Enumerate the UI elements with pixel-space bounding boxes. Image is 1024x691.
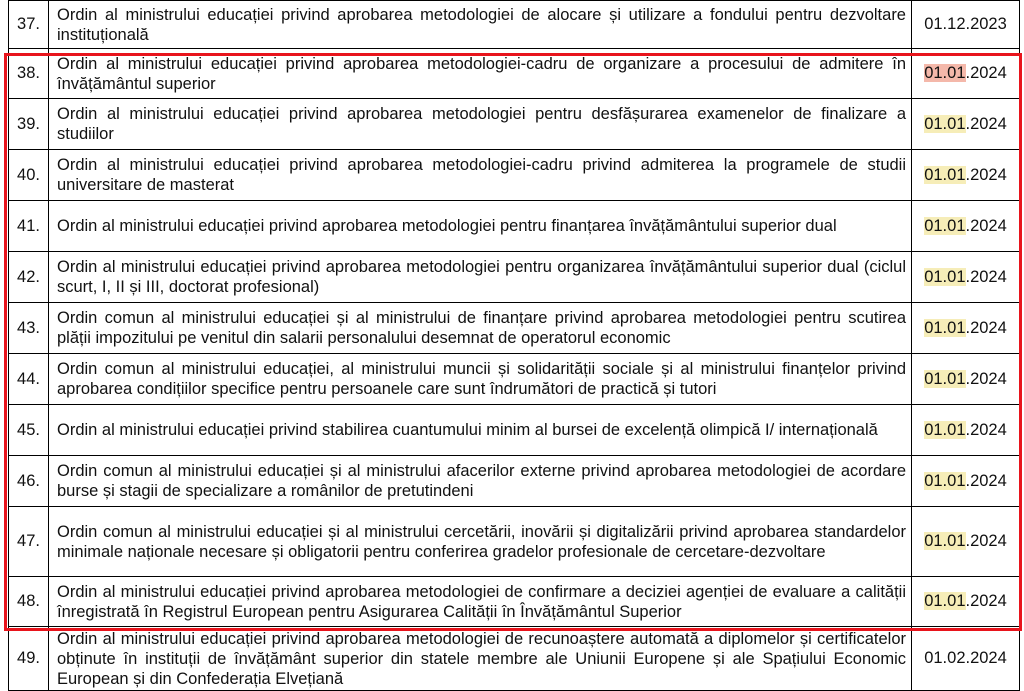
- date-year: .2024: [965, 165, 1007, 184]
- row-date: [912, 99, 1020, 150]
- row-number: 45.: [9, 405, 49, 456]
- row-number: 41.: [9, 201, 49, 252]
- row-title: Ordin al ministrului educației privind aprobarea metodologiei de confirmare a deciziei agenției de evaluare a calității înregistrată în Registrul European pentru Asigurarea Calității în Învățământul Superior: [49, 577, 912, 627]
- row-title: Ordin al ministrului educației privind aprobarea metodologiei de recunoaștere automată a diplomelor și certificatelor obținute în instituții de învățământ superior din statele membre ale Uniunii Europene și ale Spațiului Economic European și din Confederația Elvețiană: [49, 627, 912, 691]
- row-date: [912, 577, 1020, 627]
- table-row: [9, 627, 1020, 691]
- row-date: [912, 456, 1020, 507]
- row-number: 38.: [9, 49, 49, 99]
- row-date: [912, 49, 1020, 99]
- date-highlight: 01.01: [924, 64, 966, 82]
- table-row: [9, 49, 1020, 99]
- table-row: [9, 354, 1020, 405]
- row-title: Ordin comun al ministrului educației și al ministrului afacerilor externe privind aprobarea metodologiei de acordare burse și stagii de specializare a românilor de pretutindeni: [49, 456, 912, 507]
- orders-table: [8, 0, 1020, 691]
- table-row: [9, 1, 1020, 49]
- table-row: [9, 252, 1020, 303]
- date-value: 01.12.2023: [924, 15, 1007, 33]
- date-highlight: 01.01: [924, 318, 966, 337]
- row-number: 47.: [9, 507, 49, 577]
- row-date: [912, 201, 1020, 252]
- date-year: .2024: [965, 592, 1007, 610]
- row-title: Ordin al ministrului educației privind aprobarea metodologiei pentru finanțarea învățământului superior dual: [49, 201, 912, 252]
- table-row: [9, 577, 1020, 627]
- date-highlight: 01.01: [924, 592, 966, 610]
- date-highlight: 01.01: [924, 165, 966, 184]
- row-date: [912, 627, 1020, 691]
- table-row: [9, 150, 1020, 201]
- row-title: Ordin al ministrului educației privind aprobarea metodologiei de alocare și utilizare a fondului pentru dezvoltare instituțională: [49, 1, 912, 49]
- table-row: [9, 456, 1020, 507]
- row-date: [912, 1, 1020, 49]
- row-date: [912, 150, 1020, 201]
- row-number: 46.: [9, 456, 49, 507]
- date-year: .2024: [965, 216, 1007, 235]
- row-title: Ordin comun al ministrului educației, al ministrului muncii și solidarității sociale și al ministrului finanțelor privind aprobarea condițiilor specifice pentru persoanele care sunt îndrumători de practică și tutori: [49, 354, 912, 405]
- table-row: [9, 405, 1020, 456]
- date-year: .2024: [965, 64, 1007, 82]
- row-title: Ordin al ministrului educației privind aprobarea metodologiei pentru organizarea învățământului superior dual (ciclul scurt, I, II și III, doctorat profesional): [49, 252, 912, 303]
- date-highlight: 01.01: [924, 420, 966, 439]
- date-year: .2024: [965, 532, 1007, 550]
- date-highlight: 01.01: [924, 267, 966, 286]
- row-date: [912, 405, 1020, 456]
- row-title: Ordin comun al ministrului educației și al ministrului de finanțare privind aprobarea metodologiei pentru scutirea plății impozitului pe venitul din salarii personalului desemnat de operatorul economic: [49, 303, 912, 354]
- date-year: .2024: [965, 114, 1007, 133]
- row-date: [912, 252, 1020, 303]
- date-year: .2024: [965, 267, 1007, 286]
- row-number: 44.: [9, 354, 49, 405]
- date-highlight: 01.01: [924, 471, 966, 490]
- date-year: .2024: [965, 471, 1007, 490]
- row-title: Ordin al ministrului educației privind aprobarea metodologiei-cadru de organizare a procesului de admitere în învățământul superior: [49, 49, 912, 99]
- row-number: 43.: [9, 303, 49, 354]
- date-value: 01.02.2024: [924, 649, 1007, 667]
- date-highlight: 01.01: [924, 532, 966, 550]
- row-date: [912, 303, 1020, 354]
- row-title: Ordin al ministrului educației privind aprobarea metodologiei-cadru privind admiterea la programele de studii universitare de masterat: [49, 150, 912, 201]
- row-number: 37.: [9, 1, 49, 49]
- row-title: Ordin comun al ministrului educației și al ministrului cercetării, inovării și digitalizării privind aprobarea standardelor minimale naționale necesare și obligatorii pentru conferirea gradelor profesionale de cercetare-dezvoltare: [49, 507, 912, 577]
- date-year: .2024: [965, 318, 1007, 337]
- row-number: 48.: [9, 577, 49, 627]
- row-title: Ordin al ministrului educației privind stabilirea cuantumului minim al bursei de excelență olimpică I/ internațională: [49, 405, 912, 456]
- row-number: 39.: [9, 99, 49, 150]
- date-year: .2024: [965, 369, 1007, 388]
- row-date: [912, 507, 1020, 577]
- row-number: 49.: [9, 627, 49, 691]
- row-title: Ordin al ministrului educației privind aprobarea metodologiei pentru desfășurarea examenelor de finalizare a studiilor: [49, 99, 912, 150]
- table-row: [9, 201, 1020, 252]
- date-highlight: 01.01: [924, 369, 966, 388]
- date-highlight: 01.01: [924, 114, 966, 133]
- date-highlight: 01.01: [924, 216, 966, 235]
- row-number: 42.: [9, 252, 49, 303]
- table-row: [9, 99, 1020, 150]
- row-number: 40.: [9, 150, 49, 201]
- date-year: .2024: [965, 420, 1007, 439]
- row-date: [912, 354, 1020, 405]
- table-row: [9, 303, 1020, 354]
- table-row: [9, 507, 1020, 577]
